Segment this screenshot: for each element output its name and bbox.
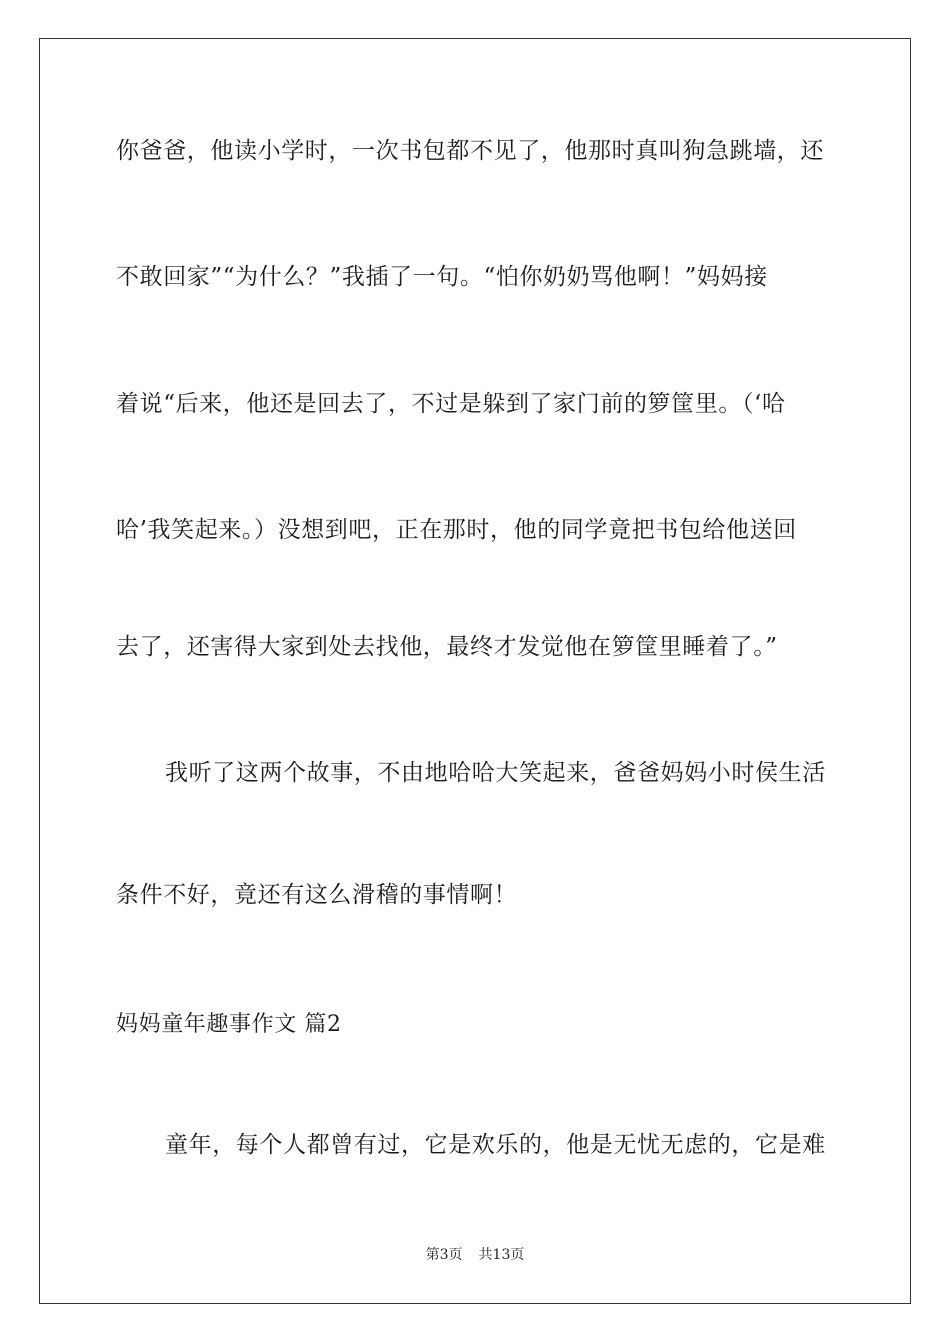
body-line-2: 不敢回家”“为什么？”我插了一句。“怕你奶奶骂他啊！”妈妈接: [116, 264, 768, 290]
page-number: 第3页: [425, 1247, 463, 1263]
page-border: [39, 38, 911, 1304]
paragraph-line-2: 条件不好，竟还有这么滑稽的事情啊！: [116, 882, 518, 908]
page-footer: [0, 1245, 950, 1265]
paragraph-line-3: 童年，每个人都曾有过，它是欢乐的，他是无忧无虑的，它是难: [165, 1132, 826, 1158]
body-line-4: 哈’我笑起来。）没想到吧，正在那时，他的同学竟把书包给他送回: [116, 517, 797, 543]
page-total: 共13页: [478, 1247, 525, 1263]
body-line-3: 着说“后来，他还是回去了，不过是躲到了家门前的箩筐里。（‘哈: [116, 391, 786, 417]
body-line-1: 你爸爸，他读小学时，一次书包都不见了，他那时真叫狗急跳墙，还: [116, 138, 824, 164]
section-heading: 妈妈童年趣事作文 篇2: [116, 1012, 342, 1037]
body-line-5: 去了，还害得大家到处去找他，最终才发觉他在箩筐里睡着了。”: [116, 634, 778, 660]
paragraph-line-1: 我听了这两个故事，不由地哈哈大笑起来，爸爸妈妈小时侯生活: [165, 760, 826, 786]
